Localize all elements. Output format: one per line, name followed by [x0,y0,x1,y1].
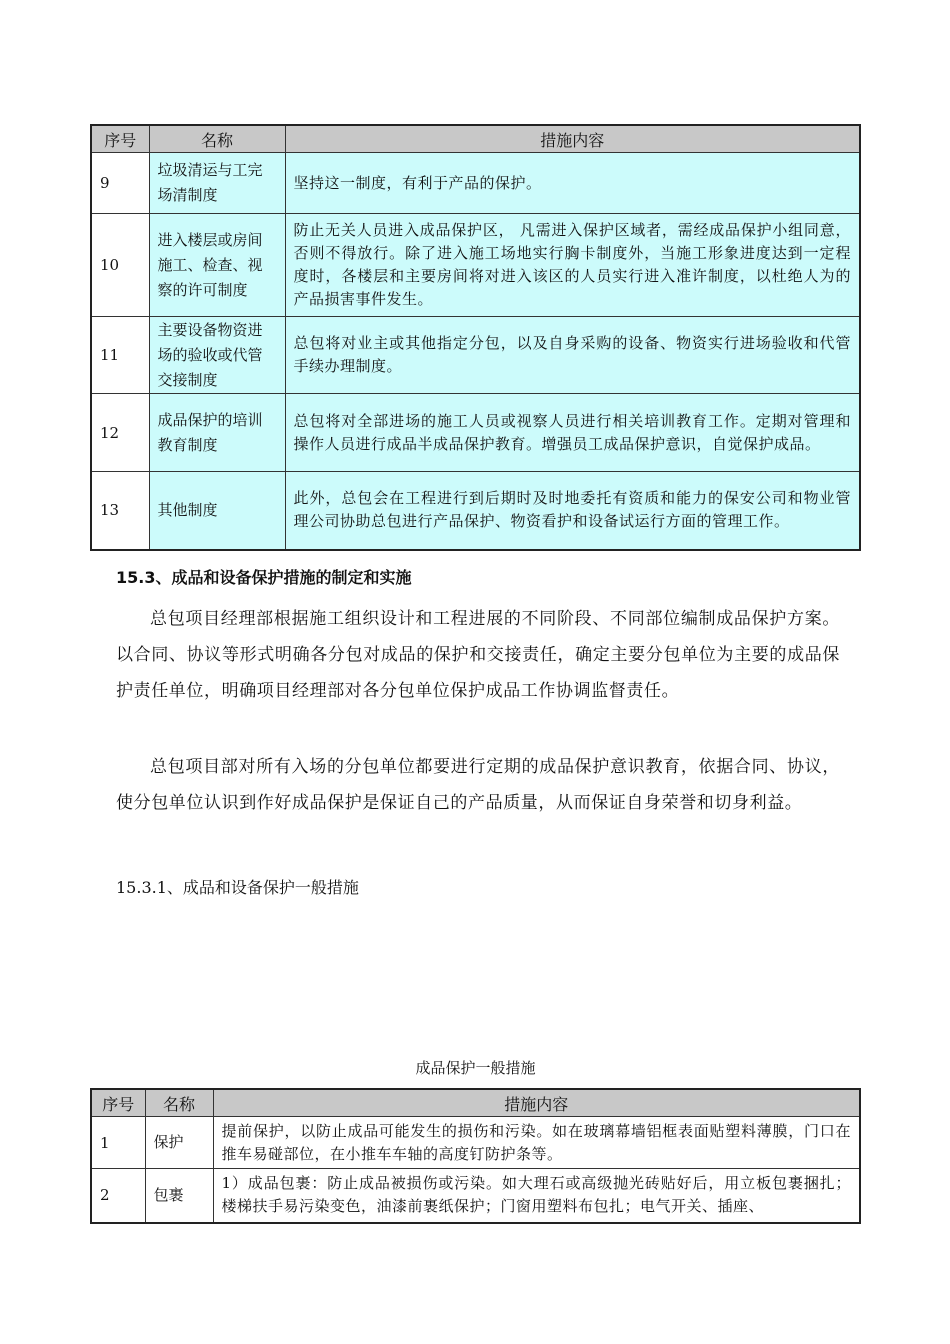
row-no: 2 [91,1169,145,1223]
row-name: 主要设备物资进场的验收或代管交接制度 [149,317,285,394]
table-caption: 成品保护一般措施 [415,1059,536,1077]
row-name: 包裹 [145,1169,213,1223]
row-no: 9 [91,153,149,214]
table-row [91,153,860,214]
table-row [91,1117,860,1169]
row-content: 此外，总包会在工程进行到后期时及时地委托有资质和能力的保安公司和物业管理公司协助总包进行产品保护、物资看护和设备试运行方面的管理工作。 [285,472,860,550]
row-content: 总包将对业主或其他指定分包，以及自身采购的设备、物资实行进场验收和代管手续办理制度。 [285,317,860,394]
row-no: 13 [91,472,149,550]
row-name: 保护 [145,1117,213,1169]
row-no: 10 [91,214,149,317]
paragraph-1: 总包项目经理部根据施工组织设计和工程进展的不同阶段、不同部位编制成品保护方案。以合同、协议等形式明确各分包对成品的保护和交接责任，确定主要分包单位为主要的成品保护责任单位，明确项目经理部对各分包单位保护成品工作协调监督责任。 [116,609,840,701]
row-content: 坚持这一制度，有利于产品的保护。 [285,153,860,214]
row-content: 1）成品包裹：防止成品被损伤或污染。如大理石或高级抛光砖贴好后，用立板包裹捆扎；楼梯扶手易污染变色，油漆前裹纸保护；门窗用塑料布包扎；电气开关、插座、 [213,1169,860,1223]
protection-rules-table [90,124,861,551]
table-row [91,1169,860,1223]
header-no: 序号 [91,1089,145,1117]
header-content: 措施内容 [213,1089,860,1117]
header-name: 名称 [145,1089,213,1117]
general-measures-table [90,1088,861,1224]
table-header-row [91,1089,860,1117]
table-row [91,317,860,394]
row-content: 提前保护，以防止成品可能发生的损伤和污染。如在玻璃幕墙铝框表面贴塑料薄膜，门口在推车易碰部位，在小推车车轴的高度钉防护条等。 [213,1117,860,1169]
row-no: 11 [91,317,149,394]
row-content: 总包将对全部进场的施工人员或视察人员进行相关培训教育工作。定期对管理和操作人员进行成品半成品保护教育。增强员工成品保护意识，自觉保护成品。 [285,394,860,472]
row-content: 防止无关人员进入成品保护区， 凡需进入保护区域者，需经成品保护小组同意，否则不得放行。除了进入施工场地实行胸卡制度外，当施工形象进度达到一定程度时，各楼层和主要房间将对进入该区的人员实行进入准许制度，以杜绝人为的产品损害事件发生。 [285,214,860,317]
header-name: 名称 [149,125,285,153]
table-row [91,472,860,550]
row-no: 1 [91,1117,145,1169]
table-row [91,394,860,472]
subsection-heading: 15.3.1、成品和设备保护一般措施 [116,878,359,897]
paragraph-2: 总包项目部对所有入场的分包单位都要进行定期的成品保护意识教育，依据合同、协议，使分包单位认识到作好成品保护是保证自己的产品质量，从而保证自身荣誉和切身利益。 [116,757,840,813]
row-name: 成品保护的培训教育制度 [149,394,285,472]
section-heading: 15.3、成品和设备保护措施的制定和实施 [116,568,412,587]
header-content: 措施内容 [285,125,860,153]
table-row [91,214,860,317]
row-name: 进入楼层或房间施工、检查、视察的许可制度 [149,214,285,317]
table-header-row [91,125,860,153]
row-no: 12 [91,394,149,472]
row-name: 其他制度 [149,472,285,550]
header-no: 序号 [91,125,149,153]
row-name: 垃圾清运与工完场清制度 [149,153,285,214]
